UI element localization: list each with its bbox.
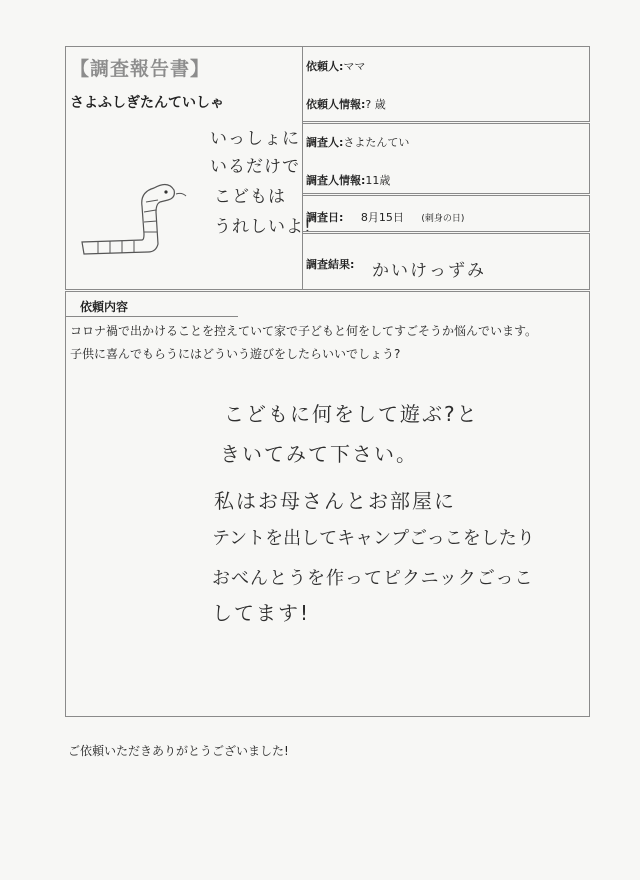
- result-row: [306, 256, 354, 272]
- answer-line-1: こどもに何をして遊ぶ?と: [224, 402, 479, 426]
- answer-line-2: きいてみて下さい。: [220, 442, 418, 466]
- date-row: [306, 209, 464, 225]
- investigator-info-row: [306, 172, 390, 188]
- request-heading-divider: [66, 316, 238, 317]
- client-value: ママ: [343, 60, 366, 73]
- report-title: 【調査報告書】: [70, 58, 211, 80]
- request-heading: 依頼内容: [80, 300, 129, 314]
- client-info-row: [306, 96, 386, 112]
- drawing-message-line-4: うれしいよ!: [214, 217, 312, 237]
- investigator-value: さよたんてい: [343, 136, 410, 149]
- investigator-row: [306, 134, 409, 150]
- investigator-info-value: 11歳: [365, 174, 391, 187]
- thanks-message: ご依頼いただきありがとうございました!: [68, 744, 289, 758]
- result-label: 調査結果:: [306, 258, 355, 271]
- client-label: 依頼人:: [306, 60, 344, 73]
- answer-line-3: 私はお母さんとお部屋に: [214, 489, 456, 513]
- date-value: 8月15日: [360, 211, 404, 224]
- answer-line-4: テントを出してキャンプごっこをしたり: [212, 528, 535, 549]
- drawing-message-line-1: いっしょに: [210, 129, 300, 149]
- agency-name: さよふしぎたんていしゃ: [70, 95, 224, 111]
- answer-line-5: おべんとうを作ってピクニックごっこ: [212, 568, 534, 589]
- result-value: かいけっずみ: [372, 261, 486, 281]
- date-label: 調査日:: [306, 211, 344, 224]
- client-info-label: 依頼人情報:: [306, 98, 366, 111]
- request-text-line-1: コロナ禍で出かけることを控えていて家で子どもと何をしてすごそうか悩んでいます。: [70, 324, 538, 338]
- client-info-value: ? 歳: [365, 98, 386, 111]
- snake-drawing: [76, 180, 206, 264]
- request-text-line-2: 子供に喜んでもらうにはどういう遊びをしたらいいでしょう?: [70, 347, 401, 361]
- drawing-message-line-3: こどもは: [214, 187, 286, 207]
- answer-line-6: してます!: [212, 601, 311, 625]
- drawing-message-line-2: いるだけで: [210, 157, 300, 177]
- client-row: [306, 58, 365, 74]
- investigator-label: 調査人:: [306, 136, 344, 149]
- date-note: (刺身の日): [421, 214, 465, 224]
- investigator-info-label: 調査人情報:: [306, 174, 366, 187]
